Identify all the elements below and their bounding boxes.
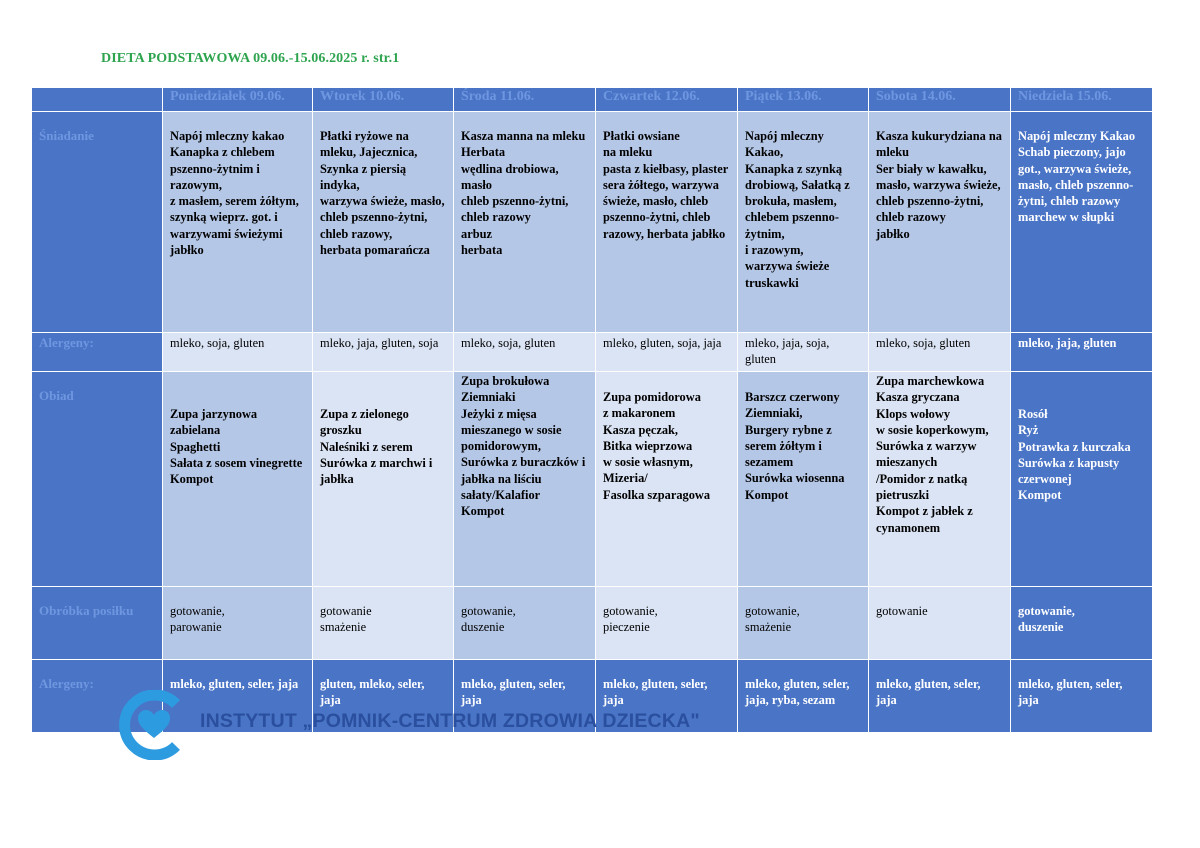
row-label-alergeny: Alergeny: bbox=[32, 333, 163, 372]
row-label-alergeny: Alergeny: bbox=[32, 660, 163, 733]
meal-cell: Zupa marchewkowa Kasza gryczana Klops wołowy w sosie koperkowym, Surówka z warzyw mieszanych /Pomidor z natką pietruszki Kompot z jabłek z cynamonem bbox=[869, 372, 1011, 587]
meal-cell: Napój mleczny Kakao, Kanapka z szynką drobiową, Sałatką z brokuła, masłem, chlebem pszenno-żytnim, i razowym, warzywa świeże truskawki bbox=[738, 112, 869, 333]
meal-cell: Płatki owsiane na mleku pasta z kiełbasy, plaster sera żółtego, warzywa świeże, masło, chleb pszenno-żytni, chleb razowy, herbata jabłko bbox=[596, 112, 738, 333]
day-header: Poniedziałek 09.06. bbox=[163, 88, 313, 112]
processing-cell: gotowanie, pieczenie bbox=[596, 587, 738, 660]
allergen-cell: mleko, gluten, seler, jaja bbox=[163, 660, 313, 733]
allergen-cell: mleko, jaja, soja, gluten bbox=[738, 333, 869, 372]
allergen-cell: mleko, jaja, gluten bbox=[1011, 333, 1153, 372]
meal-cell: Zupa z zielonego groszku Naleśniki z serem Surówka z marchwi i jabłka bbox=[313, 372, 454, 587]
allergen-cell: mleko, gluten, seler, jaja bbox=[454, 660, 596, 733]
meal-cell: Zupa brokułowa Ziemniaki Jeżyki z mięsa mieszanego w sosie pomidorowym, Surówka z buraczków i jabłka na liściu sałaty/Kalafior Kompot bbox=[454, 372, 596, 587]
meal-cell: Barszcz czerwony Ziemniaki, Burgery rybne z serem żółtym i sezamem Surówka wiosenna Kompot bbox=[738, 372, 869, 587]
row-alergeny-1 bbox=[32, 333, 1153, 372]
day-header: Wtorek 10.06. bbox=[313, 88, 454, 112]
page-title: DIETA PODSTAWOWA 09.06.-15.06.2025 r. str.1 bbox=[101, 51, 400, 66]
row-obrobka bbox=[32, 587, 1153, 660]
row-obiad bbox=[32, 372, 1153, 587]
row-label-obrobka: Obróbka posiłku bbox=[32, 587, 163, 660]
day-header: Środa 11.06. bbox=[454, 88, 596, 112]
allergen-cell: mleko, gluten, soja, jaja bbox=[596, 333, 738, 372]
logo-text: INSTYTUT „POMNIK-CENTRUM ZDROWIA DZIECKA" bbox=[200, 710, 700, 732]
meal-cell: Kasza kukurydziana na mleku Ser biały w kawałku, masło, warzywa świeże, chleb pszenno-żytni, chleb razowy jabłko bbox=[869, 112, 1011, 333]
row-label-sniadanie: Śniadanie bbox=[32, 112, 163, 333]
heart-c-logo-icon bbox=[114, 690, 194, 760]
processing-cell: gotowanie, parowanie bbox=[163, 587, 313, 660]
header-corner bbox=[32, 88, 163, 112]
processing-cell: gotowanie smażenie bbox=[313, 587, 454, 660]
meal-cell: Zupa pomidorowa z makaronem Kasza pęczak, Bitka wieprzowa w sosie własnym, Mizeria/ Fasolka szparagowa bbox=[596, 372, 738, 587]
allergen-cell: mleko, gluten, seler, jaja, ryba, sezam bbox=[738, 660, 869, 733]
day-header: Sobota 14.06. bbox=[869, 88, 1011, 112]
processing-cell: gotowanie bbox=[869, 587, 1011, 660]
meal-cell: Rosół Ryż Potrawka z kurczaka Surówka z kapusty czerwonej Kompot bbox=[1011, 372, 1153, 587]
institute-logo bbox=[114, 690, 714, 760]
row-sniadanie bbox=[32, 112, 1153, 333]
allergen-cell: mleko, gluten, seler, jaja bbox=[1011, 660, 1153, 733]
allergen-cell: mleko, jaja, gluten, soja bbox=[313, 333, 454, 372]
meal-cell: Kasza manna na mleku Herbata wędlina drobiowa, masło chleb pszenno-żytni, chleb razowy arbuz herbata bbox=[454, 112, 596, 333]
meal-cell: Płatki ryżowe na mleku, Jajecznica, Szynka z piersią indyka, warzywa świeże, masło, chleb pszenno-żytni, chleb razowy, herbata pomarańcza bbox=[313, 112, 454, 333]
processing-cell: gotowanie, smażenie bbox=[738, 587, 869, 660]
allergen-cell: mleko, soja, gluten bbox=[869, 333, 1011, 372]
allergen-cell: gluten, mleko, seler, jaja bbox=[313, 660, 454, 733]
day-header: Piątek 13.06. bbox=[738, 88, 869, 112]
allergen-cell: mleko, gluten, seler, jaja bbox=[869, 660, 1011, 733]
menu-table bbox=[31, 87, 1153, 733]
meal-cell: Napój mleczny kakao Kanapka z chlebem pszenno-żytnim i razowym, z masłem, serem żółtym, szynką wieprz. got. i warzywami świeżymi jabłko bbox=[163, 112, 313, 333]
header-row bbox=[32, 88, 1153, 112]
day-header: Czwartek 12.06. bbox=[596, 88, 738, 112]
allergen-cell: mleko, soja, gluten bbox=[454, 333, 596, 372]
meal-cell: Napój mleczny Kakao Schab pieczony, jajo got., warzywa świeże, masło, chleb pszenno-żytni, chleb razowy marchew w słupki bbox=[1011, 112, 1153, 333]
day-header: Niedziela 15.06. bbox=[1011, 88, 1153, 112]
allergen-cell: mleko, gluten, seler, jaja bbox=[596, 660, 738, 733]
processing-cell: gotowanie, duszenie bbox=[1011, 587, 1153, 660]
row-label-obiad: Obiad bbox=[32, 372, 163, 587]
processing-cell: gotowanie, duszenie bbox=[454, 587, 596, 660]
meal-cell: Zupa jarzynowa zabielana Spaghetti Sałata z sosem vinegrette Kompot bbox=[163, 372, 313, 587]
allergen-cell: mleko, soja, gluten bbox=[163, 333, 313, 372]
